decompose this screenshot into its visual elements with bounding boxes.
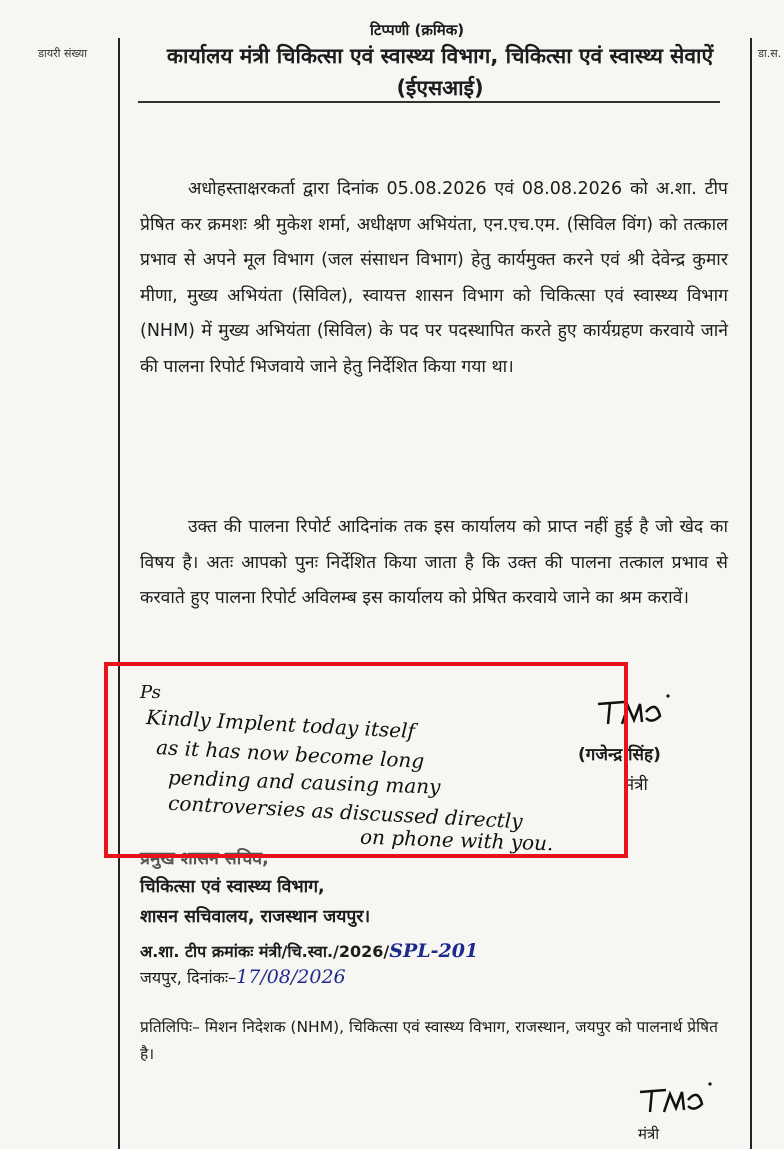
addressee-line-3: शासन सचिवालय, राजस्थान जयपुर। xyxy=(140,907,371,927)
footer-signature-mark xyxy=(636,1078,716,1118)
reference-number-handwritten: SPL-201 xyxy=(389,940,479,962)
signatory-designation: मंत्री xyxy=(624,775,648,795)
addressee-line-2: चिकित्सा एवं स्वास्थ्य विभाग, xyxy=(140,877,325,897)
addressee-line-1: प्रमुख शासन सचिव, xyxy=(140,849,269,869)
copy-text: मिशन निदेशक (NHM), चिकित्सा एवं स्वास्थ्य विभाग, राजस्थान, जयपुर को पालनार्थ प्रेषित है। xyxy=(140,1018,718,1063)
body-paragraph-2: उक्त की पालना रिपोर्ट आदिनांक तक इस कार्यालय को प्राप्त नहीं हुई है जो खेद का विषय है। अतः आपको पुनः निर्देशित किया जाता है कि उक्त की पालना तत्काल प्रभाव से करवाते हुए पालना रिपोर्ट अविलम्ब इस कार्यालय को प्रेषित करवाये जाने का श्रम करावें। xyxy=(140,517,728,608)
header-rule xyxy=(138,101,720,103)
annotation-line-2: Kindly Implent today itself xyxy=(145,704,416,744)
copy-to xyxy=(140,1014,732,1068)
reference-date-handwritten: 17/08/2026 xyxy=(236,966,346,988)
annotation-line-5: controversies as discussed directly xyxy=(167,790,524,834)
left-margin-line xyxy=(118,38,120,1149)
annotation-line-6: on phone with you. xyxy=(359,824,554,856)
reference-number-label: अ.शा. टीप क्रमांकः मंत्री/चि.स्वा./2026/ xyxy=(140,942,390,961)
annotation-line-1: Ps xyxy=(140,682,161,703)
margin-note-left: डायरी संख्या xyxy=(38,47,88,60)
note-type-label: टिप्पणी (क्रमिक) xyxy=(370,21,465,39)
reference-date-label: जयपुर, दिनांकः– xyxy=(140,968,237,987)
signatory-name: (गजेन्द्र सिंह) xyxy=(578,745,661,765)
office-heading: कार्यालय मंत्री चिकित्सा एवं स्वास्थ्य विभाग, चिकित्सा एवं स्वास्थ्य सेवाऐं (ईएसआई) xyxy=(166,44,714,100)
copy-label: प्रतिलिपिः– xyxy=(140,1018,200,1036)
reference-number xyxy=(140,940,478,962)
body-paragraph-1: अधोहस्ताक्षरकर्ता द्वारा दिनांक 05.08.2026 एवं 08.08.2026 को अ.शा. टीप प्रेषित कर क्रमशः श्री मुकेश शर्मा, अधीक्षण अभियंता, एन.एच.एम. (सिविल विंग) को तत्काल प्रभाव से अपने मूल विभाग (जल संसाधन विभाग) हेतु कार्यमुक्त करने एवं श्री देवेन्द्र कुमार मीणा, मुख्य अभियंता (सिविल), स्वायत्त शासन विभाग को चिकित्सा एवं स्वास्थ्य विभाग (NHM) में मुख्य अभियंता (सिविल) के पद पर पदस्थापित करते हुए कार्यग्रहण करवाये जाने की पालना रिपोर्ट भिजवाये जाने हेतु निर्देशित किया गया था। xyxy=(140,179,728,377)
annotation-line-4: pending and causing many xyxy=(167,765,441,799)
reference-date xyxy=(140,966,346,988)
annotation-line-3: as it has now become long xyxy=(155,734,425,774)
right-margin-line xyxy=(750,38,752,1149)
footer-designation: मंत्री xyxy=(638,1125,660,1143)
margin-note-right: डा.स. xyxy=(758,47,782,60)
